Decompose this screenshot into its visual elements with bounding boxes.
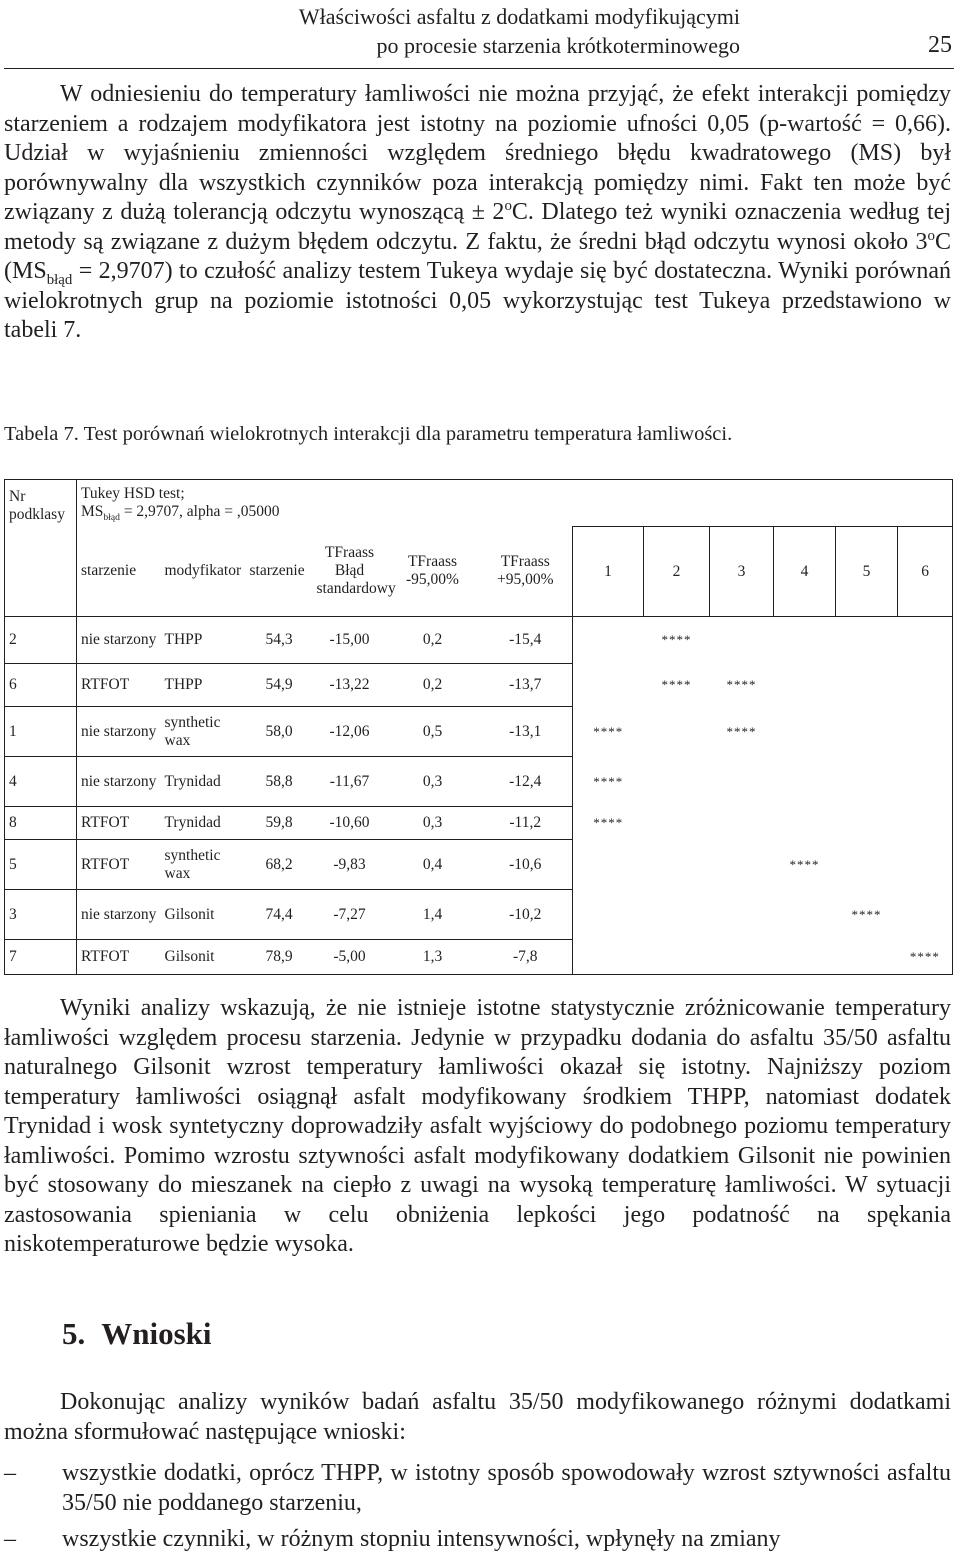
group-1-cell [573, 617, 644, 664]
table-row [5, 617, 953, 664]
group-1-cell [573, 940, 644, 975]
group-5-cell [836, 940, 898, 975]
col-header-group-4: 4 [774, 527, 836, 617]
group-5-cell [836, 617, 898, 664]
col-header-group-6: 6 [898, 527, 953, 617]
mean-cell: 58,8 [246, 757, 313, 807]
group-6-cell: **** [898, 940, 953, 975]
group-6-cell [898, 807, 953, 840]
modifier-cell: synthetic wax [161, 840, 246, 890]
upper-cell: -15,4 [479, 617, 573, 664]
aging-cell: RTFOT [77, 664, 161, 707]
ms-subscript: błąd [46, 271, 73, 288]
group-4-cell [774, 940, 836, 975]
group-6-cell [898, 707, 953, 757]
se-cell: -9,83 [313, 840, 387, 890]
degree-sup: o [504, 198, 512, 214]
col-header-group-2: 2 [644, 527, 710, 617]
upper-cell: -13,7 [479, 664, 573, 707]
analysis-text: Wyniki analizy wskazują, że nie istnieje istotne statystycznie zróżnicowanie temperatury łamliwości względem procesu starzenia. Jedynie w przypadku dodania do asfaltu 35/50 asfaltu naturalnego Gilsonit wzrost temperatury łamliwości okazał się istotny. Najniższy poziom temperatury łamliwości osiągnął asfalt modyfikowany środkiem THPP, natomiast dodatek Trynidad i wosk syntetyczny doprowadziły asfalt wyjściowy do podobnego poziomu temperatury łamliwości. Pomimo wzrostu sztywności asfalt modyfikowany dodatkiem Gilsonit nie powinien być stosowany do mieszanek na ciepło z uwagi na wysoką temperaturę łamliwości. W sytuacji zastosowania spieniania w celu obniżenia lepkości jego podatność na spękania niskotemperaturowe będzie wysoka. [4, 995, 951, 1257]
analysis-paragraph [4, 994, 951, 1260]
table-row [5, 807, 953, 840]
group-2-cell [644, 890, 710, 940]
row-number: 5 [5, 840, 77, 890]
section-title: Wnioski [101, 1316, 212, 1351]
group-1-cell: **** [593, 723, 624, 739]
modifier-cell: THPP [161, 617, 246, 664]
group-4-cell [774, 617, 836, 664]
group-6-cell [898, 664, 953, 707]
lower-cell: 0,2 [387, 664, 479, 707]
aging-cell: nie starzony [77, 757, 161, 807]
nr-header: Nr podklasy [5, 480, 77, 617]
table-row [5, 890, 953, 940]
group-1-cell: **** [593, 815, 624, 830]
intro-paragraph [4, 80, 951, 346]
modifier-cell: THPP [161, 664, 246, 707]
table-caption: Tabela 7. Test porównań wielokrotnych interakcji dla parametru temperatura łamliwości. [4, 423, 733, 445]
group-5-cell [836, 757, 898, 807]
group-2-cell [644, 940, 710, 975]
modifier-cell: Gilsonit [161, 940, 246, 975]
col-header-aging: starzenie [77, 527, 161, 617]
running-title [299, 2, 740, 60]
bullet-dash: – [4, 1460, 16, 1486]
table-row [5, 707, 953, 757]
se-cell: -12,06 [313, 707, 387, 757]
mean-cell: 54,3 [246, 617, 313, 664]
row-number: 4 [5, 757, 77, 807]
group-6-cell [898, 757, 953, 807]
col-header-group-5: 5 [836, 527, 898, 617]
col-header-modifier: modyfikator [161, 527, 246, 617]
section-number: 5. [62, 1316, 86, 1351]
group-4-cell [774, 707, 836, 757]
intro-text-a: W odniesieniu do temperatury łamliwości nie można przyjąć, że efekt interakcji pomiędzy starzeniem a rodzajem modyfikatora jest istotny na poziomie ufności 0,05 (p-wartość = 0,66). Udział w wyjaśnieniu zmienności względem średniego błędu kwadratowego (MS) był porównywalny dla wszystkich czynników poza interakcją pomiędzy nimi. Fakt ten może być związany z dużą tolerancją odczytu wynoszącą ± 2 [4, 81, 951, 225]
conclusion-item-text: wszystkie dodatki, oprócz THPP, w istotny sposób spowodowały wzrost sztywności asfaltu 35/50 nie poddanego starzeniu, [62, 1460, 951, 1516]
table-row [5, 840, 953, 890]
group-3-cell: **** [726, 677, 757, 692]
aging-cell: RTFOT [77, 940, 161, 975]
col-header-group-3: 3 [710, 527, 774, 617]
intro-text-c: C (MS [4, 228, 951, 284]
upper-cell: -10,2 [479, 890, 573, 940]
lower-cell: 1,4 [387, 890, 479, 940]
group-5-cell [836, 664, 898, 707]
upper-cell: -10,6 [479, 840, 573, 890]
intro-text-b: C. Dlatego też wyniki oznaczenia według tej metody są związane z dużym błędem odczytu. Z faktu, że średni błąd odczytu wynosi około 3 [4, 199, 951, 255]
tukey-table [4, 479, 953, 975]
tukey-line-1: Tukey HSD test; [81, 485, 185, 502]
aging-cell: RTFOT [77, 807, 161, 840]
section-heading [62, 1316, 212, 1352]
mean-cell: 59,8 [246, 807, 313, 840]
row-number: 3 [5, 890, 77, 940]
group-1-cell [573, 890, 644, 940]
row-number: 6 [5, 664, 77, 707]
degree-sup: o [927, 227, 935, 244]
group-1-cell [573, 840, 644, 890]
group-6-cell [898, 840, 953, 890]
conclusion-item [4, 1524, 951, 1554]
group-2-cell [644, 757, 710, 807]
col-header-se: TFraass Błąd standardowy [313, 527, 387, 617]
group-2-cell [644, 807, 710, 840]
lower-cell: 1,3 [387, 940, 479, 975]
row-number: 7 [5, 940, 77, 975]
modifier-cell: synthetic wax [161, 707, 246, 757]
table-body [5, 617, 953, 975]
lower-cell: 0,3 [387, 807, 479, 840]
aging-cell: nie starzony [77, 617, 161, 664]
group-5-cell [836, 707, 898, 757]
group-4-cell [774, 664, 836, 707]
group-3-cell [710, 890, 774, 940]
lower-cell: 0,5 [387, 707, 479, 757]
upper-cell: -11,2 [479, 807, 573, 840]
running-title-line-1: Właściwości asfaltu z dodatkami modyfikującymi [298, 4, 740, 29]
aging-cell: nie starzony [77, 890, 161, 940]
aging-cell: RTFOT [77, 840, 161, 890]
upper-cell: -13,1 [479, 707, 573, 757]
group-3-cell [710, 757, 774, 807]
group-1-cell: **** [593, 773, 624, 789]
upper-cell: -7,8 [479, 940, 573, 975]
se-cell: -7,27 [313, 890, 387, 940]
aging-cell: nie starzony [77, 707, 161, 757]
table-row [5, 664, 953, 707]
group-3-cell [710, 840, 774, 890]
group-6-cell [898, 890, 953, 940]
col-header-hi: TFraass +95,00% [479, 527, 573, 617]
group-5-cell [836, 840, 898, 890]
running-title-line-2: po procesie starzenia krótkoterminowego [376, 33, 740, 58]
col-header-lo: TFraass -95,00% [387, 527, 479, 617]
table-row [5, 757, 953, 807]
group-2-cell: **** [661, 632, 692, 648]
group-3-cell: **** [726, 723, 757, 739]
tukey-line-2: $MS_{błąd} = 2,9707$, alpha = ,05000 [81, 503, 280, 524]
lower-cell: 0,3 [387, 757, 479, 807]
se-cell: -10,60 [313, 807, 387, 840]
group-2-cell: **** [661, 677, 692, 692]
group-5-cell [836, 807, 898, 840]
mean-cell: 58,0 [246, 707, 313, 757]
conclusions-intro [4, 1388, 951, 1447]
group-1-cell [573, 664, 644, 707]
mean-cell: 68,2 [246, 840, 313, 890]
group-6-cell [898, 617, 953, 664]
se-cell: -13,22 [313, 664, 387, 707]
col-header-aging-2: starzenie [246, 527, 313, 617]
row-number: 8 [5, 807, 77, 840]
tukey-info [77, 480, 953, 527]
table-header-row-2 [5, 527, 953, 617]
mean-cell: 74,4 [246, 890, 313, 940]
row-number: 1 [5, 707, 77, 757]
group-4-cell [774, 807, 836, 840]
group-4-cell [774, 757, 836, 807]
se-cell: -15,00 [313, 617, 387, 664]
page-number: 25 [928, 32, 952, 58]
table-header-row-1 [5, 480, 953, 527]
intro-text-d: = 2,9707) to czułość analizy testem Tukeya wydaje się być dostateczna. Wyniki porównań wielokrotnych grup na poziomie istotności 0,05 wykorzystując test Tukeya przedstawiono w tabeli 7. [4, 258, 951, 343]
modifier-cell: Gilsonit [161, 890, 246, 940]
se-cell: -11,67 [313, 757, 387, 807]
table-row [5, 940, 953, 975]
mean-cell: 54,9 [246, 664, 313, 707]
group-5-cell: **** [851, 906, 882, 922]
row-number: 2 [5, 617, 77, 664]
group-2-cell [644, 840, 710, 890]
bullet-dash: – [4, 1526, 16, 1552]
conclusion-item-text: wszystkie czynniki, w różnym stopniu intensywności, wpłynęły na zmiany [62, 1526, 781, 1552]
modifier-cell: Trynidad [161, 757, 246, 807]
col-header-group-1: 1 [573, 527, 644, 617]
group-3-cell [710, 617, 774, 664]
conclusion-item [4, 1458, 951, 1518]
lower-cell: 0,4 [387, 840, 479, 890]
lower-cell: 0,2 [387, 617, 479, 664]
running-header [4, 0, 954, 69]
group-4-cell [774, 890, 836, 940]
group-4-cell: **** [789, 856, 820, 872]
upper-cell: -12,4 [479, 757, 573, 807]
group-3-cell [710, 940, 774, 975]
modifier-cell: Trynidad [161, 807, 246, 840]
group-2-cell [644, 707, 710, 757]
se-cell: -5,00 [313, 940, 387, 975]
group-3-cell [710, 807, 774, 840]
conclusions-intro-text: Dokonując analizy wyników badań asfaltu 35/50 modyfikowanego różnymi dodatkami można sformułować następujące wnioski: [4, 1389, 951, 1445]
mean-cell: 78,9 [246, 940, 313, 975]
